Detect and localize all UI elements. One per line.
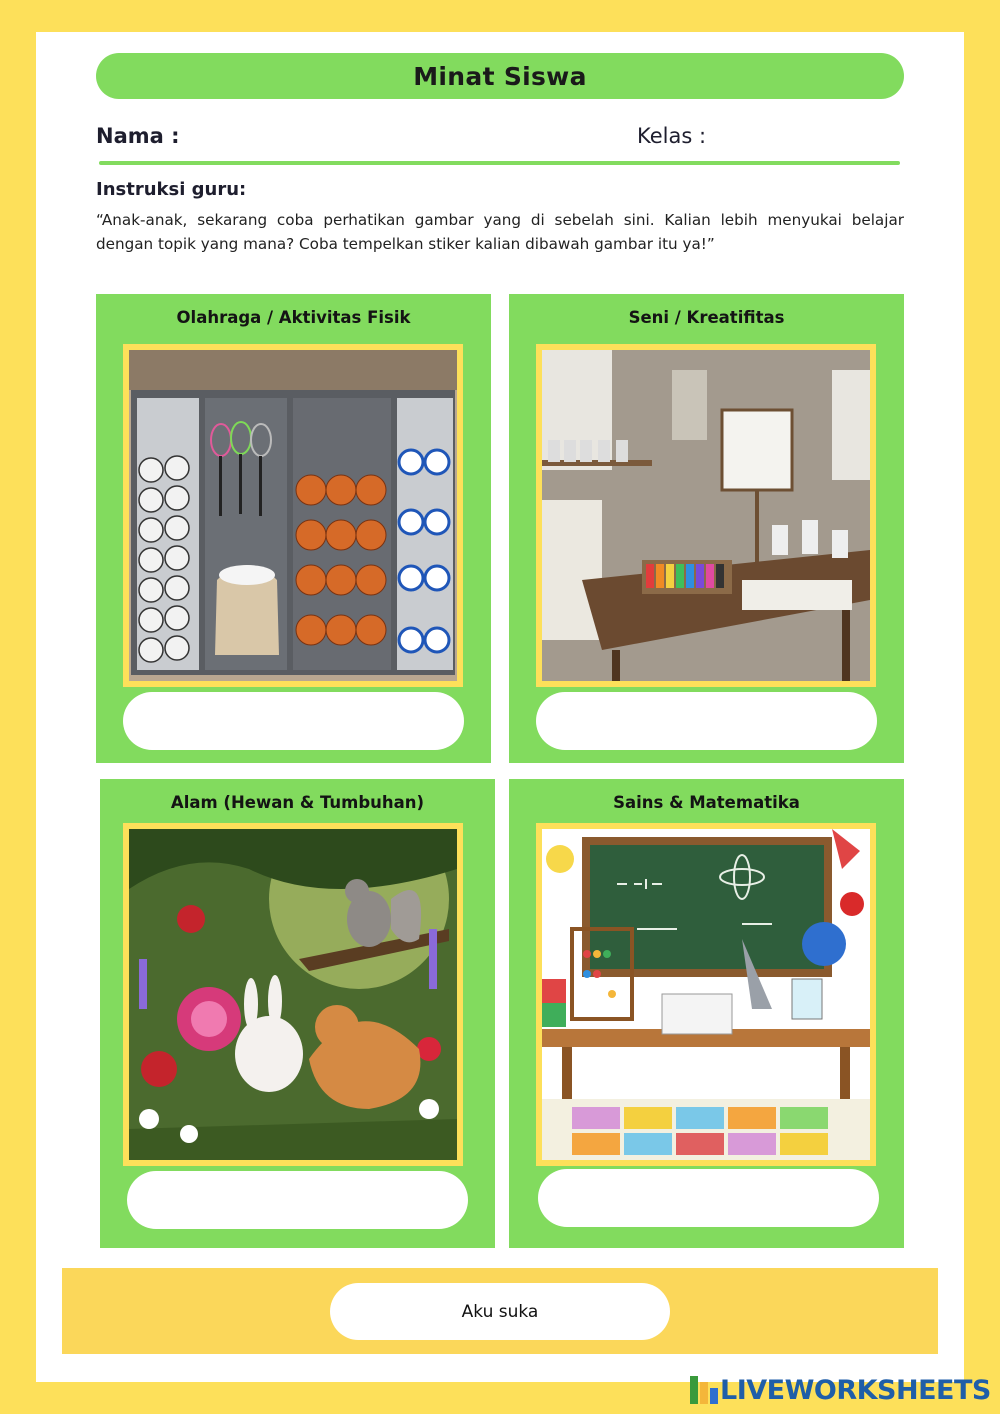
card-nature	[100, 779, 495, 1248]
science-classroom-image	[542, 829, 870, 1160]
brand-watermark	[690, 1374, 991, 1406]
card-title: Olahraga / Aktivitas Fisik	[176, 308, 411, 327]
choice-label: Aku suka	[461, 1301, 539, 1322]
choice-label-pill	[330, 1283, 670, 1340]
class-label: Kelas :	[637, 124, 707, 148]
sticker-drop-box-art[interactable]	[536, 692, 877, 750]
card-title: Seni / Kreatifitas	[628, 308, 785, 327]
name-label: Nama :	[96, 124, 180, 148]
card-title: Sains & Matematika	[613, 793, 800, 812]
liveworksheets-logo-icon	[690, 1376, 718, 1404]
image-frame	[536, 823, 876, 1166]
instructions-heading: Instruksi guru:	[96, 179, 247, 200]
header-divider	[99, 161, 900, 165]
page-title: Minat Siswa	[413, 61, 587, 91]
card-art	[509, 294, 904, 763]
title-banner	[96, 53, 904, 99]
sticker-drop-box-nature[interactable]	[127, 1171, 468, 1229]
image-frame	[123, 344, 463, 687]
sticker-drop-box-sports[interactable]	[123, 692, 464, 750]
card-sports	[96, 294, 491, 763]
brand-name: LIVEWORKSHEETS	[720, 1374, 991, 1406]
instructions-text: “Anak-anak, sekarang coba perhatikan gambar yang di sebelah sini. Kalian lebih menyukai belajar dengan topik yang mana? Coba tempelkan stiker kalian dibawah gambar itu ya!”	[96, 211, 904, 253]
card-title: Alam (Hewan & Tumbuhan)	[170, 793, 425, 812]
nature-animals-image	[129, 829, 457, 1160]
sticker-drop-box-science-math[interactable]	[538, 1169, 879, 1227]
image-frame	[123, 823, 463, 1166]
image-frame	[536, 344, 876, 687]
card-science-math	[509, 779, 904, 1248]
sports-equipment-rack-image	[129, 350, 457, 681]
art-studio-image	[542, 350, 870, 681]
